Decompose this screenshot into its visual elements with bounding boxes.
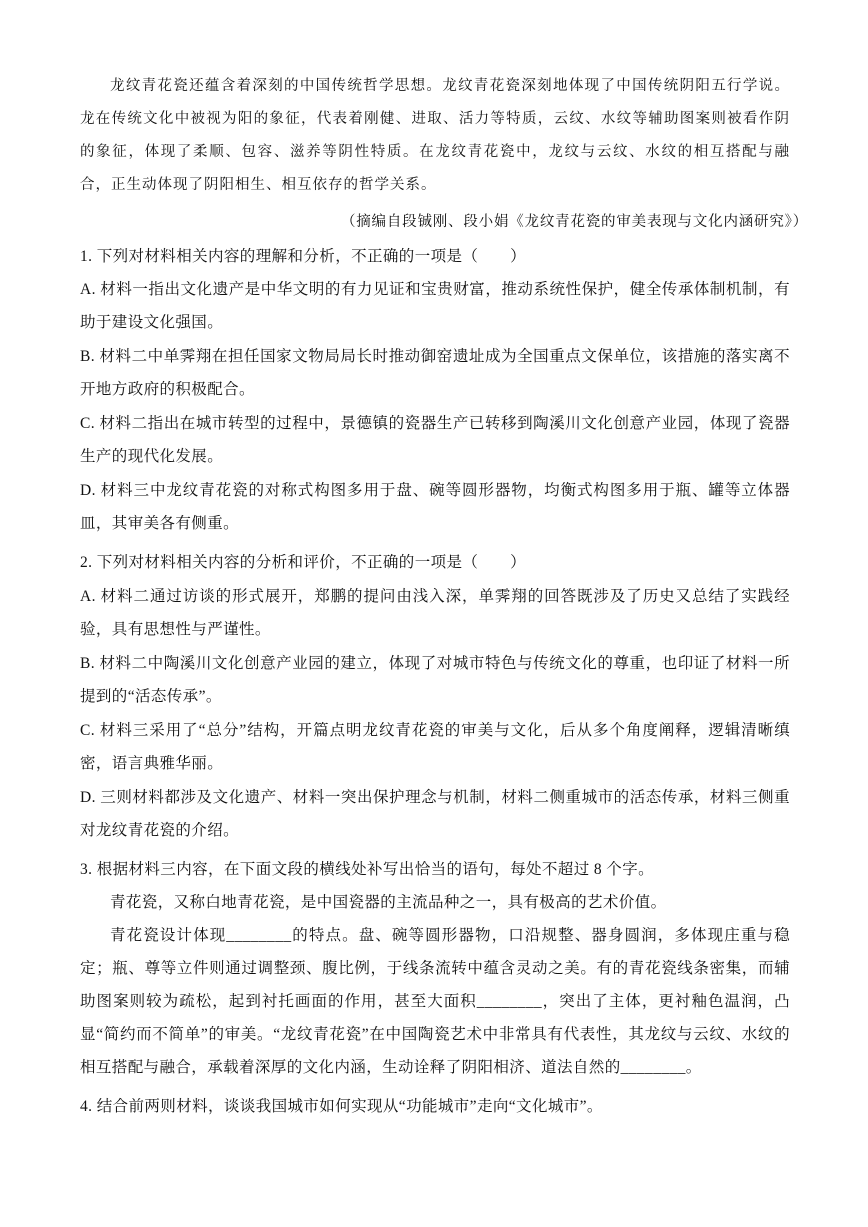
question-1-option-b: B. 材料二中单霁翔在担任国家文物局局长时推动御窑遗址成为全国重点文保单位，该措施的落实离不开地方政府的积极配合。 [80, 348, 790, 398]
question-2-option-a: A. 材料二通过访谈的形式展开，郑鹏的提问由浅入深，单霁翔的回答既涉及了历史又总结了实践经验，具有思想性与严谨性。 [80, 588, 790, 638]
question-1-option-a: A. 材料一指出文化遗产是中华文明的有力见证和宝贵财富，推动系统性保护，健全传承体制机制，有助于建设文化强国。 [80, 281, 790, 331]
question-2-stem: 2. 下列对材料相关内容的分析和评价，不正确的一项是（ ） [80, 554, 527, 571]
question-4-stem: 4. 结合前两则材料，谈谈我国城市如何实现从“功能城市”走向“文化城市”。 [80, 1098, 603, 1115]
question-3-stem: 3. 根据材料三内容，在下面文段的横线处补写出恰当的语句，每处不超过 8 个字。 [80, 861, 655, 878]
material3-closing-paragraph: 龙纹青花瓷还蕴含着深刻的中国传统哲学思想。龙纹青花瓷深刻地体现了中国传统阴阳五行学说。龙在传统文化中被视为阳的象征，代表着刚健、进取、活力等特质，云纹、水纹等辅助图案则被看作阴的象征，体现了柔顺、包容、滋养等阴性特质。在龙纹青花瓷中，龙纹与云纹、水纹的相互搭配与融合，正生动体现了阴阳相生、相互依存的哲学关系。 [80, 78, 790, 193]
question-3-passage-intro: 青花瓷，又称白地青花瓷，是中国瓷器的主流品种之一，具有极高的艺术价值。 [110, 894, 667, 911]
question-3-passage-body: 青花瓷设计体现________的特点。盘、碗等圆形器物，口沿规整、器身圆润，多体现庄重与稳定；瓶、尊等立件则通过调整颈、腹比例，于线条流转中蕴含灵动之美。有的青花瓷线条密集，而辅助图案则较为疏松，起到衬托画面的作用，甚至大面积________，突出了主体，更衬釉色温润，凸显“简约而不简单”的审美。“龙纹青花瓷”在中国陶瓷艺术中非常具有代表性，其龙纹与云纹、水纹的相互搭配与融合，承载着深厚的文化内涵，生动诠释了阴阳相济、道法自然的________。 [80, 927, 790, 1076]
question-2-option-c: C. 材料三采用了“总分”结构，开篇点明龙纹青花瓷的审美与文化，后从多个角度阐释，逻辑清晰缜密，语言典雅华丽。 [80, 722, 790, 772]
question-2-option-d: D. 三则材料都涉及文化遗产、材料一突出保护理念与机制，材料二侧重城市的活态传承，材料三侧重对龙纹青花瓷的介绍。 [80, 789, 790, 839]
question-1-stem: 1. 下列对材料相关内容的理解和分析，不正确的一项是（ ） [80, 248, 527, 265]
source-citation: （摘编自段铖刚、段小娟《龙纹青花瓷的审美表现与文化内涵研究》） [340, 214, 808, 230]
question-1-option-c: C. 材料二指出在城市转型的过程中，景德镇的瓷器生产已转移到陶溪川文化创意产业园，体现了瓷器生产的现代化发展。 [80, 415, 790, 465]
question-1-option-d: D. 材料三中龙纹青花瓷的对称式构图多用于盘、碗等圆形器物，均衡式构图多用于瓶、罐等立体器皿，其审美各有侧重。 [80, 482, 790, 532]
question-2-option-b: B. 材料二中陶溪川文化创意产业园的建立，体现了对城市特色与传统文化的尊重，也印证了材料一所提到的“活态传承”。 [80, 655, 790, 705]
